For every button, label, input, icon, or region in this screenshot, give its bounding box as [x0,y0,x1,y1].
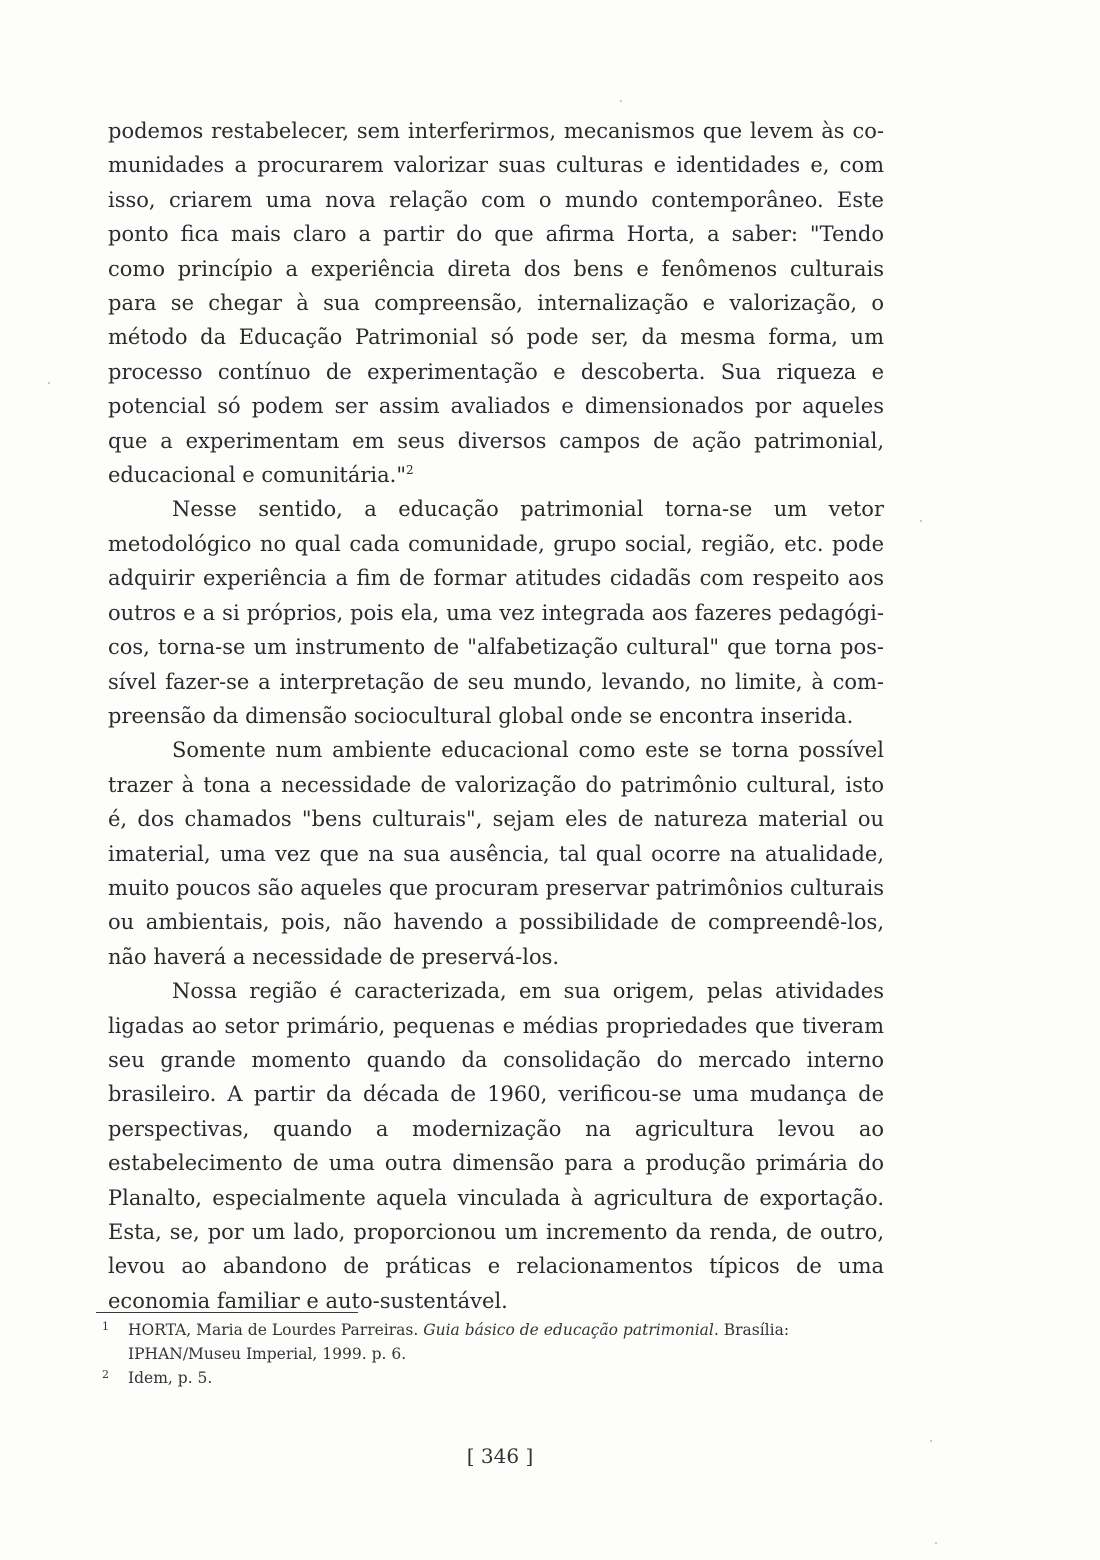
footnote-reference: 2 [406,463,414,478]
footnote-2 [98,1366,898,1390]
page-number: [ 346 ] [466,1444,534,1468]
scan-speck [920,520,922,522]
footnote-number: 2 [102,1368,109,1381]
scan-speck [48,382,50,384]
footnote-text-end: . Brasília: IPHAN/Museu Imperial, 1999. p. 6. [128,1321,790,1363]
scan-speck [935,1542,937,1544]
scan-speck [930,1440,932,1442]
scan-speck [620,100,622,102]
paragraph-1-text: podemos restabelecer, sem interferirmos, mecanismos que levem às comunidades a procurarem valorizar suas culturas e identidades e, com isso, criarem uma nova relação com o mundo contemporâneo. Este ponto fica mais claro a partir do que afirma Horta, a saber: "Tendo como princípio a experiência direta dos bens e fenômenos culturais para se chegar à sua compreensão, internalização e valorização, o método da Educação Patrimonial só pode ser, da mesma forma, um processo contínuo de experimentação e descoberta. Sua riqueza e potencial só podem ser assim avaliados e dimensionados por aqueles que a experimentam em seus diversos campos de ação patrimonial, educacional e comunitária." [108,119,884,488]
footnote-1 [98,1318,898,1366]
footnote-book-title: Guia básico de educação patrimonial [423,1321,714,1339]
paragraph-1 [108,114,884,492]
footnote-divider [96,1312,358,1313]
footnote-text: HORTA, Maria de Lourdes Parreiras. [128,1321,424,1339]
footnote-text: Idem, p. 5. [128,1369,213,1387]
footnote-number: 1 [102,1320,109,1333]
paragraph-2: Nesse sentido, a educação patrimonial torna-se um vetor metodológico no qual cada comunidade, grupo social, região, etc. pode adquirir experiência a fim de formar atitudes cidadãs com respeito aos outros e a si próprios, pois ela, uma vez integrada aos fazeres pedagógicos, torna-se um instrumento de "alfabetização cultural" que torna possível fazer-se a interpretação de seu mundo, levando, no limite, à compreensão da dimensão sociocultural global onde se encontra inserida. [108,497,884,728]
paragraph-3: Somente num ambiente educacional como este se torna possível trazer à tona a necessidade de valorização do patrimônio cultural, isto é, dos chamados "bens culturais", sejam eles de natureza material ou imaterial, uma vez que na sua ausência, tal qual ocorre na atualidade, muito poucos são aqueles que procuram preservar patrimônios culturais ou ambientais, pois, não havendo a possibilidade de compreendê-los, não haverá a necessidade de preservá-los. [108,738,884,969]
body-text [108,114,884,1318]
footnotes [98,1318,898,1390]
paragraph-4: Nossa região é caracterizada, em sua origem, pelas atividades ligadas ao setor primário, pequenas e médias propriedades que tiveram seu grande momento quando da consolidação do mercado interno brasileiro. A partir da década de 1960, verificou-se uma mudança de perspectivas, quando a modernização na agricultura levou ao estabelecimento de uma outra dimensão para a produção primária do Planalto, especialmente aquela vinculada à agricultura de exportação. Esta, se, por um lado, proporcionou um incremento da renda, de outro, levou ao abandono de práticas e relacionamentos típicos de uma economia familiar e auto-sustentável. [108,979,884,1313]
